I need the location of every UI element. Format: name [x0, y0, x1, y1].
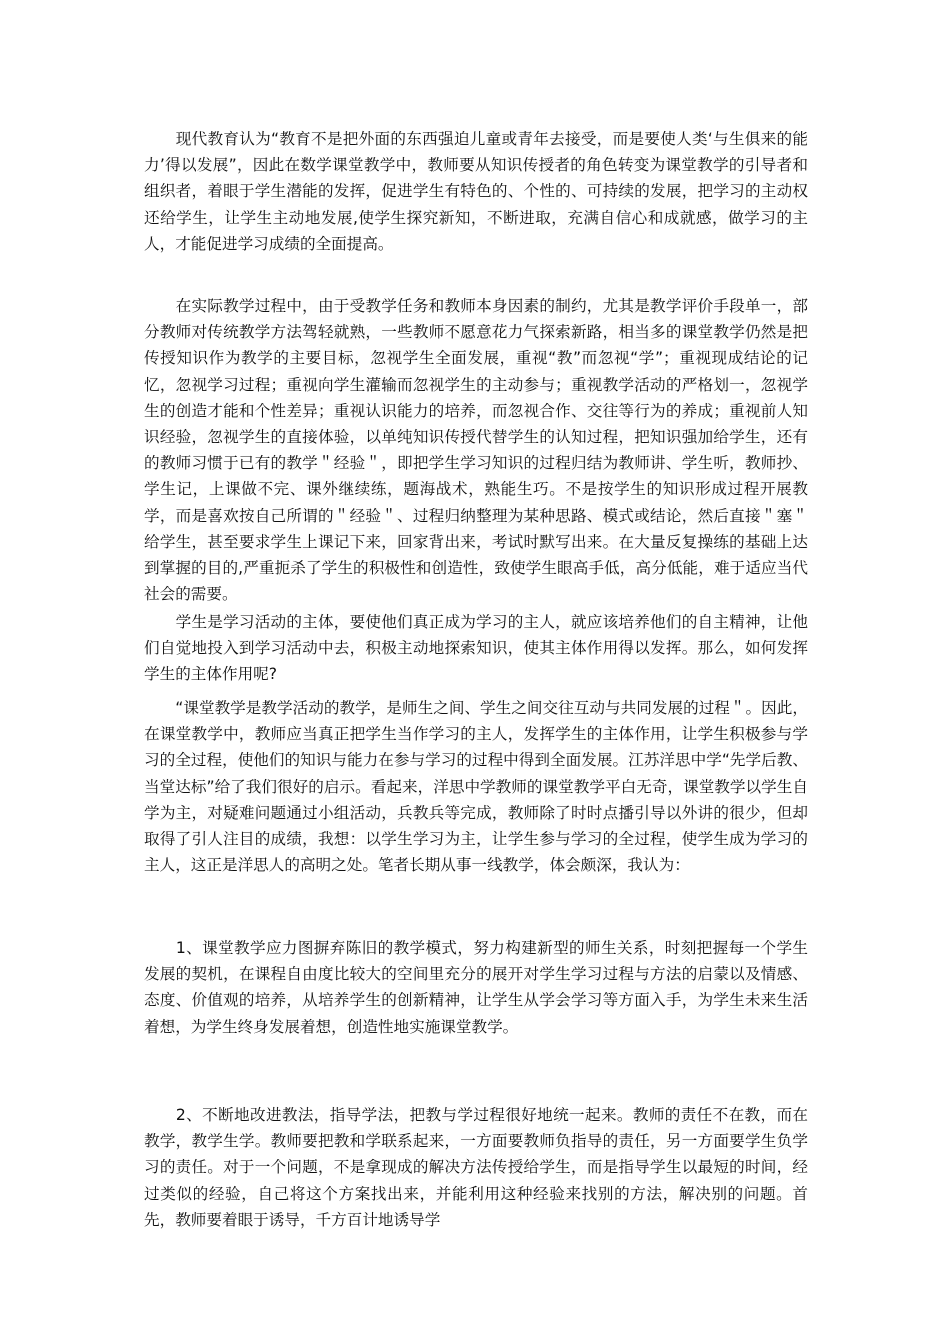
paragraph-2: 在实际教学过程中，由于受教学任务和教师本身因素的制约，尤其是教学评价手段单一，部分教师对传统教学方法驾轻就熟，一些教师不愿意花力气探索新路，相当多的课堂教学仍然是把传授知识作为教学的主要目标，忽视学生全面发展，重视“教”而忽视“学”；重视现成结论的记忆，忽视学习过程；重视向学生灌输而忽视学生的主动参与；重视教学活动的严格划一，忽视学生的创造才能和个性差异；重视认识能力的培养，而忽视合作、交往等行为的养成；重视前人知识经验，忽视学生的直接体验，以单纯知识传授代替学生的认知过程，把知识强加给学生，还有的教师习惯于已有的教学＂经验＂，即把学生学习知识的过程归结为教师讲、学生听，教师抄、学生记，上课做不完、课外继续练，题海战术，熟能生巧。不是按学生的知识形成过程开展教学，而是喜欢按自己所谓的＂经验＂、过程归纳整理为某种思路、模式或结论，然后直接＂塞＂给学生，甚至要求学生上课记下来，回家背出来，考试时默写出来。在大量反复操练的基础上达到掌握的目的,严重扼杀了学生的积极性和创造性，致使学生眼高手低，高分低能，难于适应当代社会的需要。: [144, 297, 808, 604]
paragraph-5: 1、课堂教学应力图摒弃陈旧的教学模式，努力构建新型的师生关系，时刻把握每一个学生发展的契机，在课程自由度比较大的空间里充分的展开对学生学习过程与方法的启蒙以及情感、态度、价值观的培养，从培养学生的创新精神，让学生从学会学习等方面入手，为学生未来生活着想，为学生终身发展着想，创造性地实施课堂教学。: [144, 939, 808, 1036]
paragraph-6: 2、不断地改进教法，指导学法，把教与学过程很好地统一起来。教师的责任不在教，而在教学，教学生学。教师要把教和学联系起来，一方面要教师负指导的责任，另一方面要学生负学习的责任。对于一个问题，不是拿现成的解决方法传授给学生，而是指导学生以最短的时间，经过类似的经验，自己将这个方案找出来，并能利用这种经验来找别的方法，解决别的问题。首先，教师要着眼于诱导，千方百计地诱导学: [144, 1106, 808, 1229]
paragraph-3: 学生是学习活动的主体，要使他们真正成为学习的主人，就应该培养他们的自主精神，让他们自觉地投入到学习活动中去，积极主动地探索知识，使其主体作用得以发挥。那么，如何发挥学生的主体作用呢?: [144, 613, 808, 684]
paragraph-1: 现代教育认为“教育不是把外面的东西强迫儿童或青年去接受，而是要使人类‘与生俱来的能力’得以发展”，因此在数学课堂教学中，教师要从知识传授者的角色转变为课堂教学的引导者和组织者，着眼于学生潜能的发挥，促进学生有特色的、个性的、可持续的发展，把学习的主动权还给学生，让学生主动地发展,使学生探究新知，不断进取，充满自信心和成就感，做学习的主人，才能促进学习成绩的全面提高。: [144, 130, 808, 253]
paragraph-4: “课堂教学是教学活动的教学，是师生之间、学生之间交往互动与共同发展的过程＂。因此，在课堂教学中，教师应当真正把学生当作学习的主人，发挥学生的主体作用，让学生积极参与学习的全过程，使他们的知识与能力在参与学习的过程中得到全面发展。江苏洋思中学“先学后教、当堂达标”给了我们很好的启示。看起来，洋思中学教师的课堂教学平白无奇，课堂教学以学生自学为主，对疑难问题通过小组活动，兵教兵等完成，教师除了时时点播引导以外讲的很少，但却取得了引人注目的成绩，我想：以学生学习为主，让学生参与学习的全过程，使学生成为学习的主人，这正是洋思人的高明之处。笔者长期从事一线教学，体会颇深，我认为：: [144, 699, 808, 875]
